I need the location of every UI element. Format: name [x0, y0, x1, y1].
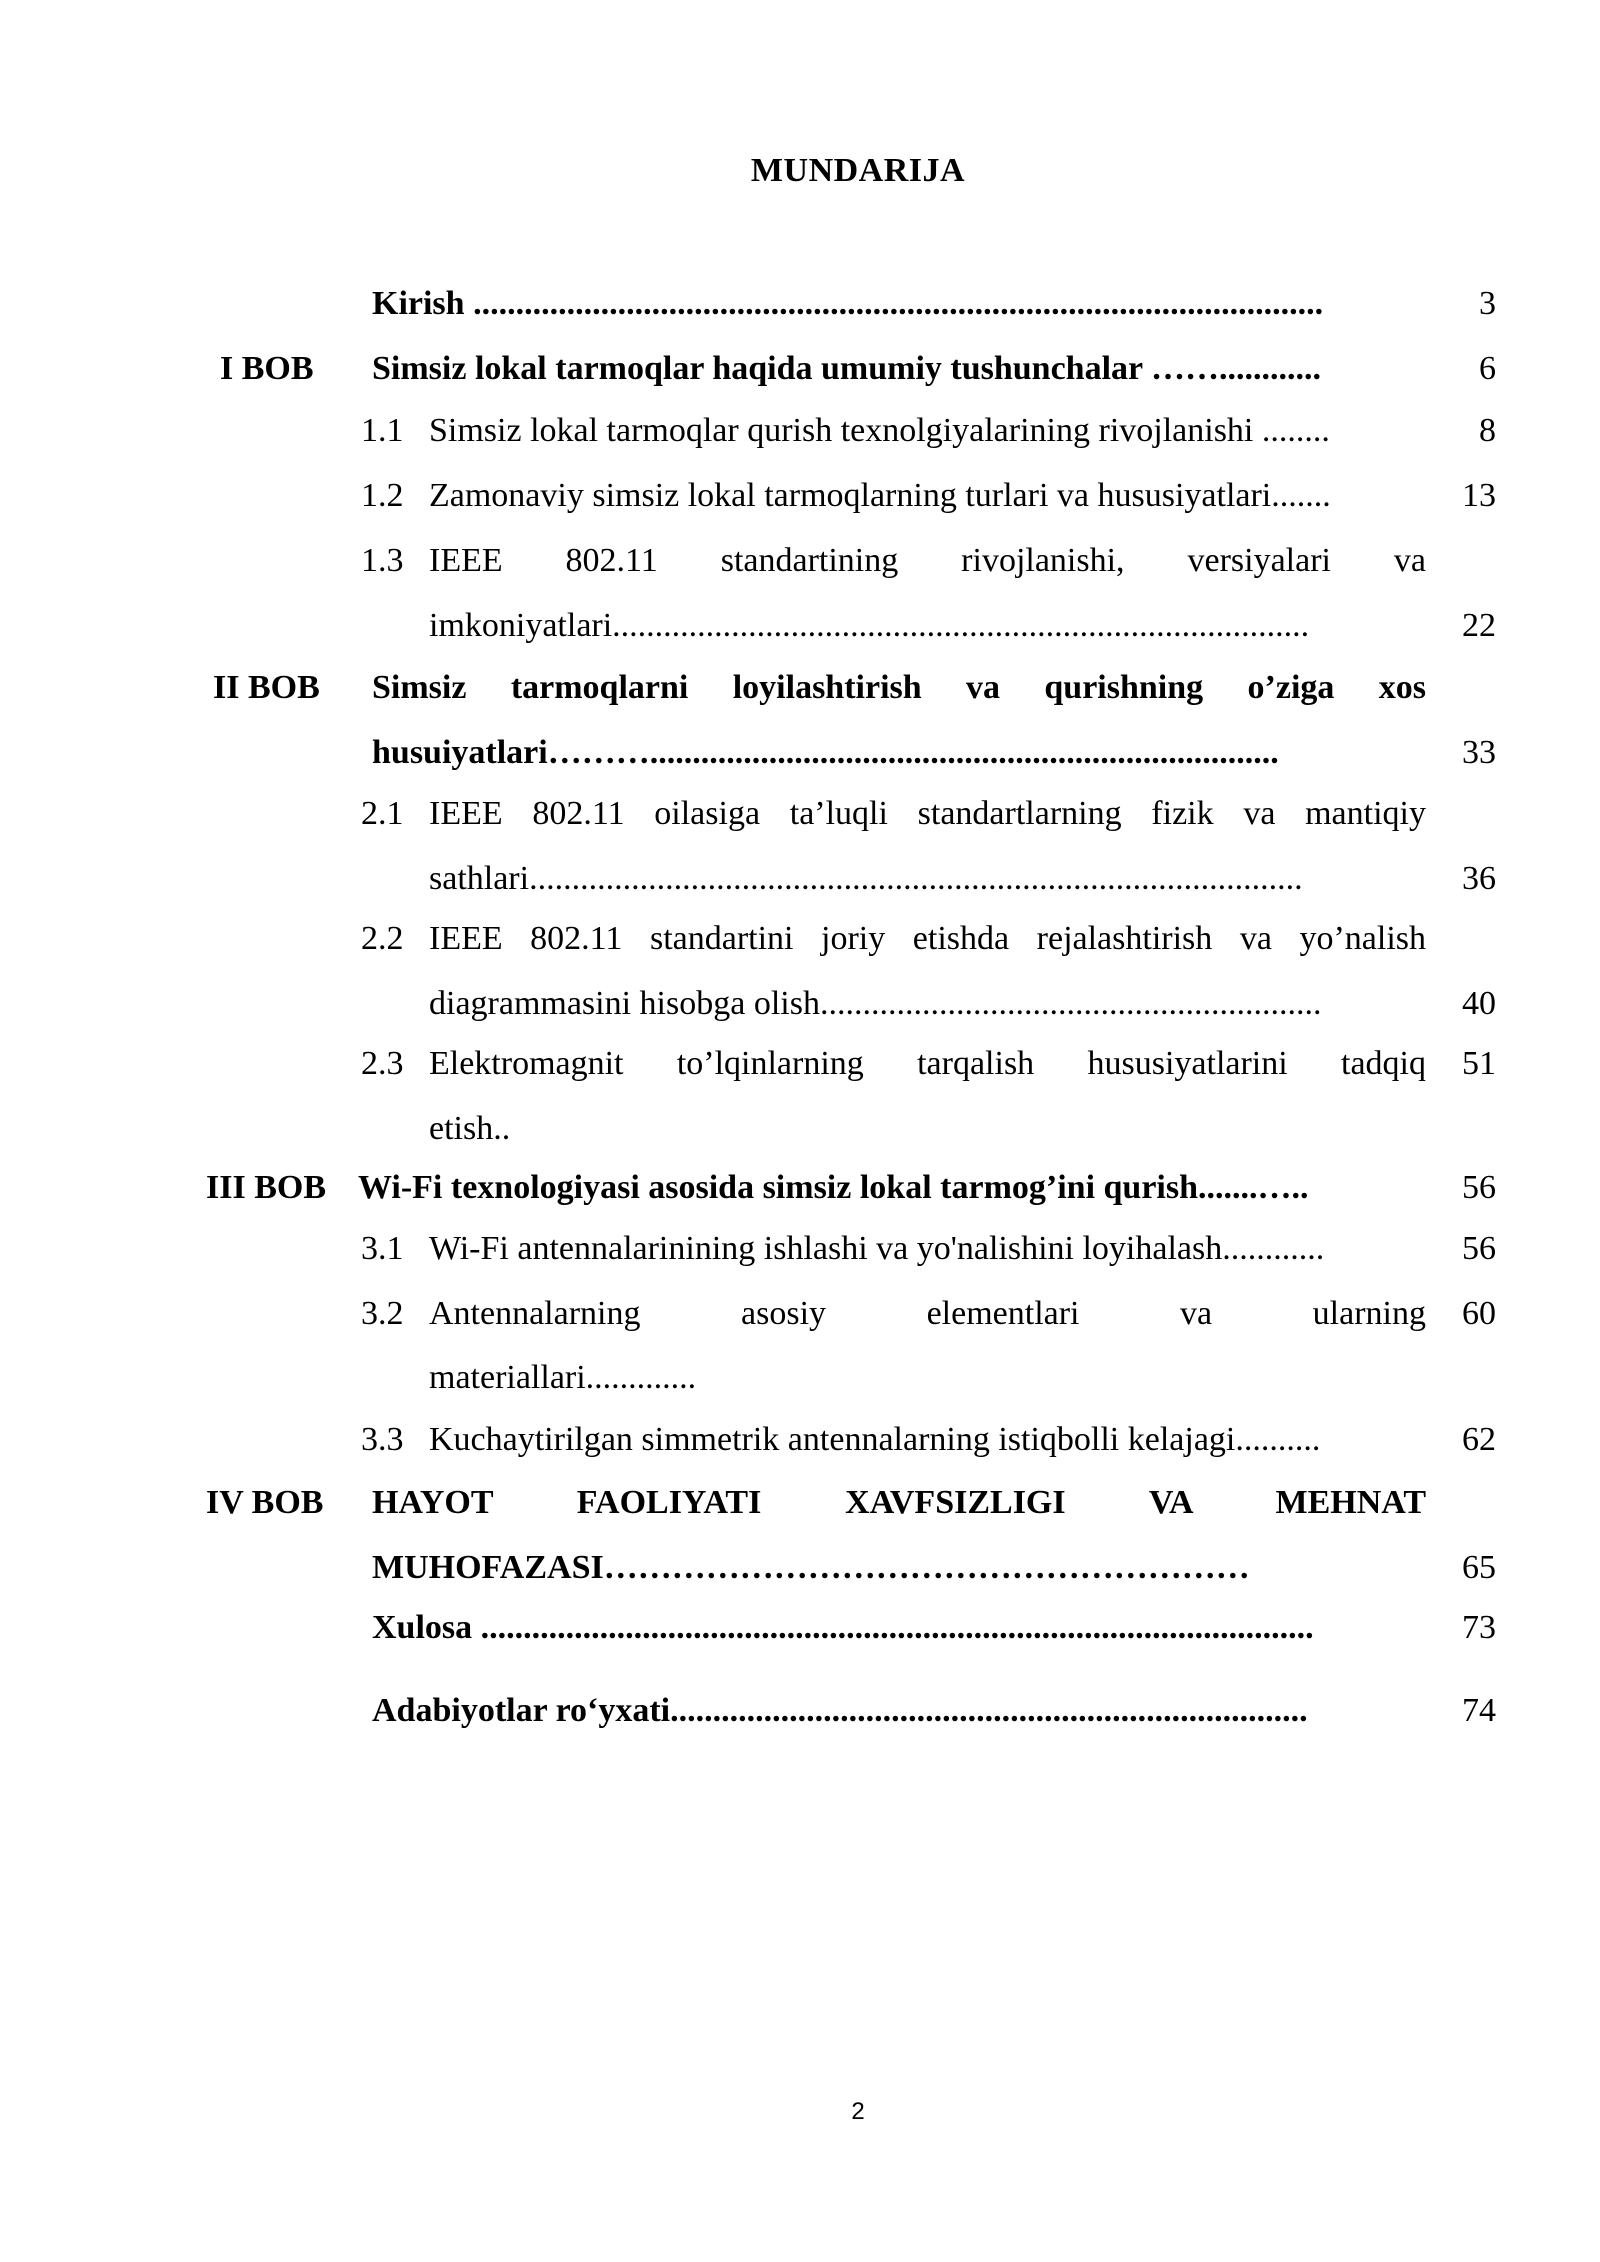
toc-entry-title-continuation: diagrammasini hisobga olish........................................................... [429, 985, 1322, 1022]
section-number: 2.1 [361, 795, 404, 832]
toc-page-number: 36 [1462, 860, 1496, 897]
toc-entry-title-continuation: MUHOFAZASI………………………………………………… [372, 1549, 1250, 1586]
toc-page-number: 40 [1462, 985, 1496, 1022]
chapter-label: IV BOB [206, 1484, 324, 1521]
toc-page-number: 65 [1462, 1549, 1496, 1586]
toc-entry-title: Wi-Fi texnologiyasi asosida simsiz lokal tarmog’ini qurish.......….. [358, 1169, 1309, 1206]
toc-entry-title: Adabiyotlar ro‘yxati........................................................................... [372, 1692, 1308, 1729]
section-number: 1.1 [361, 412, 404, 449]
toc-page-number: 33 [1462, 734, 1496, 771]
section-number: 2.3 [361, 1045, 404, 1082]
section-number: 1.3 [361, 542, 404, 579]
toc-page-number: 51 [1462, 1045, 1496, 1082]
toc-entry-title: Simsiz lokal tarmoqlar qurish texnolgiyalarining rivojlanishi ........ [429, 412, 1330, 449]
chapter-label: II BOB [213, 669, 320, 706]
toc-entry-title: Xulosa .................................................................................................. [372, 1609, 1314, 1646]
toc-entry-title-continuation: imkoniyatlari.................................................................................. [429, 607, 1310, 644]
toc-page-number: 60 [1462, 1295, 1496, 1332]
toc-entry-title: Kirish .................................................................................................... [372, 285, 1324, 322]
toc-entry-title-continuation: husuiyatlari……….......................................................................... [372, 734, 1279, 771]
toc-entry-title: IEEE 802.11 standartini joriy etishda rejalashtirish va yo’nalish [429, 920, 1426, 957]
toc-page-number: 56 [1462, 1169, 1496, 1206]
toc-entry-title: Elektromagnit to’lqinlarning tarqalish hususiyatlarini tadqiq [429, 1045, 1426, 1082]
toc-entry-title: IEEE 802.11 oilasiga ta’luqli standartlarning fizik va mantiqiy [429, 795, 1426, 832]
toc-entry-title: Wi-Fi antennalarinining ishlashi va yo'nalishini loyihalash............ [429, 1230, 1325, 1267]
section-number: 1.2 [361, 477, 404, 514]
section-number: 3.1 [361, 1230, 404, 1267]
toc-entry-title: Kuchaytirilgan simmetrik antennalarning istiqbolli kelajagi.......... [429, 1421, 1321, 1458]
toc-entry-title: HAYOT FAOLIYATI XAVFSIZLIGI VA MEHNAT [372, 1484, 1426, 1521]
toc-heading: MUNDARIJA [750, 152, 966, 189]
toc-entry-title: Simsiz tarmoqlarni loyilashtirish va qurishning o’ziga xos [372, 669, 1426, 706]
toc-page-number: 3 [1479, 285, 1496, 322]
toc-page-number: 73 [1462, 1609, 1496, 1646]
toc-entry-title: IEEE 802.11 standartining rivojlanishi, versiyalari va [429, 542, 1426, 579]
toc-entry-title-continuation: sathlari........................................................................................... [429, 860, 1303, 897]
toc-entry-title: Simsiz lokal tarmoqlar haqida umumiy tushunchalar ……............ [372, 350, 1322, 387]
toc-page-number: 22 [1462, 607, 1496, 644]
toc-entry-title-continuation: materiallari............. [429, 1359, 697, 1396]
chapter-label: III BOB [206, 1169, 326, 1206]
toc-page-number: 8 [1479, 412, 1496, 449]
toc-entry-title: Zamonaviy simsiz lokal tarmoqlarning turlari va hususiyatlari....... [429, 477, 1331, 514]
toc-page-number: 13 [1462, 477, 1496, 514]
section-number: 3.2 [361, 1295, 404, 1332]
section-number: 2.2 [361, 920, 404, 957]
page-number-footer: 2 [851, 2098, 865, 2125]
toc-entry-title: Antennalarning asosiy elementlari va ularning [429, 1295, 1426, 1332]
section-number: 3.3 [361, 1421, 404, 1458]
toc-entry-title-continuation: etish.. [429, 1110, 511, 1147]
chapter-label: I BOB [220, 350, 314, 387]
toc-page-number: 74 [1462, 1692, 1496, 1729]
toc-page-number: 56 [1462, 1230, 1496, 1267]
toc-page-number: 62 [1462, 1421, 1496, 1458]
toc-page-number: 6 [1479, 350, 1496, 387]
